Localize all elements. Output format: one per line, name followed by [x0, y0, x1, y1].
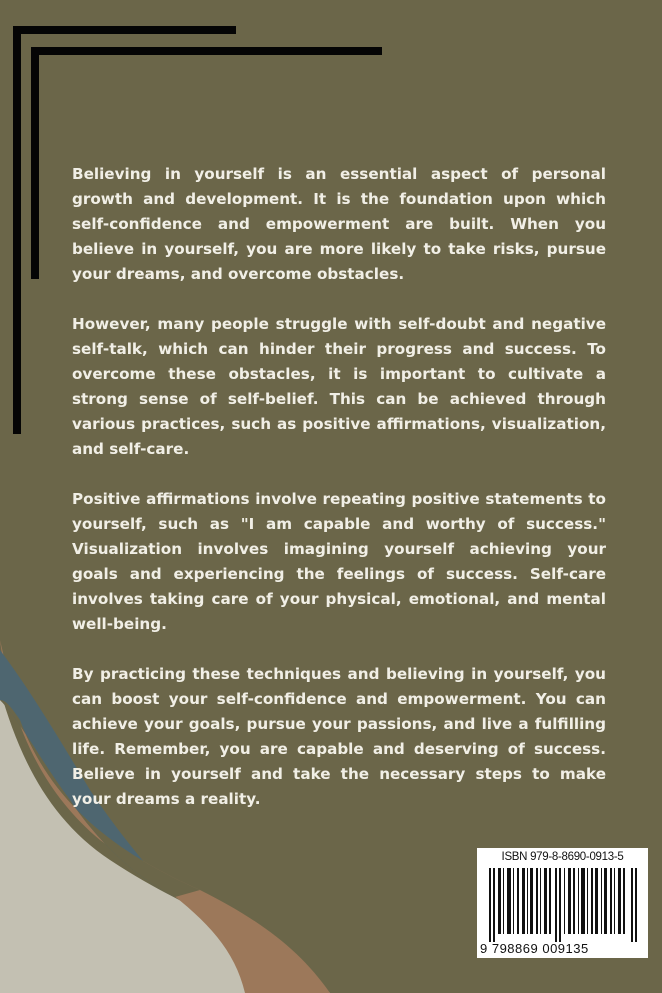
paragraph-2: However, many people struggle with self-doubt and negative self-talk, which can hinder their progress and success. To overcome these obstacles, it is important to cultivate a strong sense of self-belief. This can be achieved through various practices, such as positive affirmations, visualization, and self-care.: [72, 315, 606, 458]
paragraph-4: By practicing these techniques and believing in yourself, you can boost your self-confidence and empowerment. You can achieve your goals, pursue your passions, and live a fulfilling life. Remember, you are capable and deserving of success. Believe in yourself and take the necessary steps to make your dreams a reality.: [72, 665, 606, 808]
isbn-label: ISBN 979-8-8690-0913-5: [501, 851, 624, 863]
paragraph-3: Positive affirmations involve repeating positive statements to yourself, such as "I am capable and worthy of success." Visualization involves imagining yourself achieving your goals and experiencing the feelings of success. Self-care involves taking care of your physical, emotional, and mental well-being.: [72, 490, 606, 633]
barcode-digits: 9 798869 009135: [480, 941, 589, 956]
outer-frame-top: [13, 26, 236, 34]
back-cover-text: [72, 162, 606, 837]
paragraph-1: Believing in yourself is an essential aspect of personal growth and development. It is the foundation upon which self-confidence and empowerment are built. When you believe in yourself, you are more likely to take risks, pursue your dreams, and overcome obstacles.: [72, 165, 606, 283]
isbn-barcode: [477, 848, 648, 958]
inner-frame-left: [31, 47, 39, 279]
barcode-bars-icon: [489, 868, 639, 942]
outer-frame-left: [13, 26, 21, 434]
inner-frame-top: [31, 47, 382, 55]
